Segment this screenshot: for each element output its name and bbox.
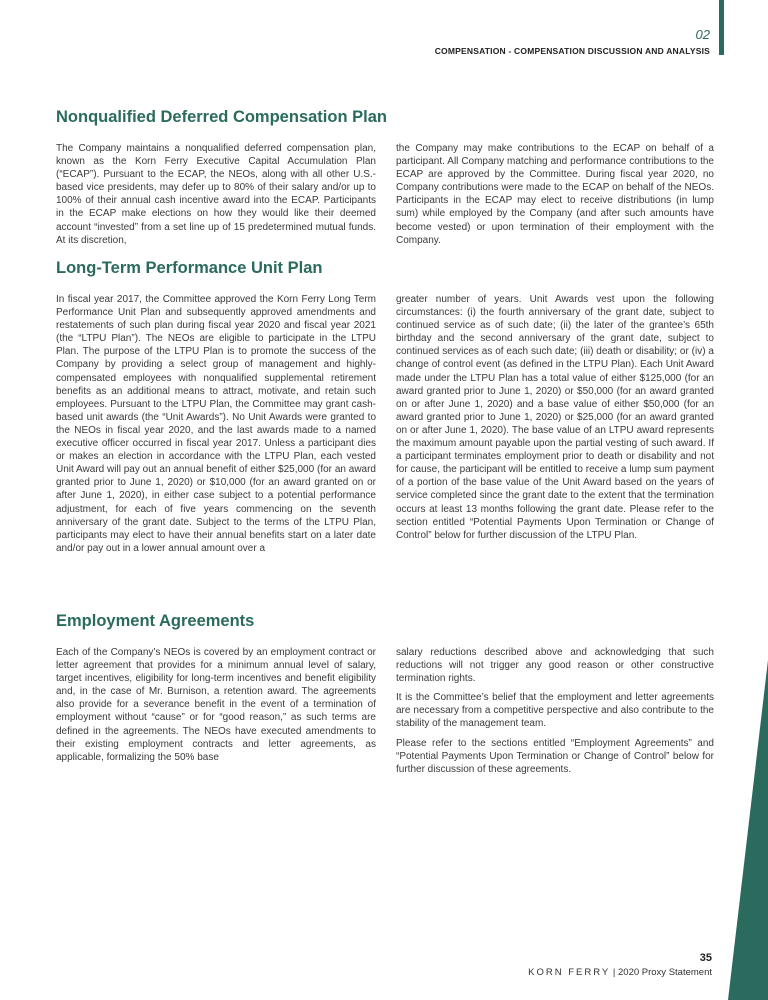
ltpu-right-column — [396, 293, 714, 548]
paragraph: The Company maintains a nonqualified deferred compensation plan, known as the Korn Ferry Executive Capital Accumulation Plan (“ECAP”). Pursuant to the ECAP, the NEOs, along with all other U.S.-based vice presidents, may defer up to 80% of their salary and/or up to 100% of their annual cash incentive award into the ECAP. Participants in the ECAP make elections on how they would like their deemed account “invested” from a set line up of 15 predetermined mutual funds. At its discretion, — [56, 143, 376, 246]
page-header — [435, 28, 710, 56]
paragraph: the Company may make contributions to the ECAP on behalf of a participant. All Company matching and performance contributions to the ECAP are approved by the Committee. During fiscal year 2020, no Company contributions were made to the ECAP on behalf of the NEOs. Participants in the ECAP may elect to receive distributions (in lump sum) while employed by the Company (and after such amounts have become vested) or upon termination of their employment with the Company. — [396, 143, 714, 246]
page-number: 35 — [699, 952, 712, 964]
ltpu-left-column — [56, 293, 376, 561]
page-footer — [528, 952, 712, 978]
heading-deferred-compensation: Nonqualified Deferred Compensation Plan — [56, 108, 387, 126]
employment-left-column — [56, 646, 376, 770]
section-number: 02 — [695, 27, 710, 42]
wedge-shape — [728, 660, 768, 1000]
decorative-wedge — [728, 660, 768, 1000]
accent-bar — [719, 0, 724, 55]
deferred-comp-right-column — [396, 142, 714, 253]
paragraph: salary reductions described above and acknowledging that such reductions will not trigger any good reason or other constructive termination rights. — [396, 647, 714, 685]
heading-ltpu-plan: Long-Term Performance Unit Plan — [56, 259, 323, 277]
paragraph: Each of the Company’s NEOs is covered by an employment contract or letter agreement that provides for a minimum annual level of salary, target incentives, eligibility for long-term incentives and benefit eligibility and, in the case of Mr. Burnison, a retention award. The agreements also provide for a severance benefit in the event of a termination of employment without “cause” or for “good reason,” as such terms are defined in the agreements. The NEOs have executed amendments to their existing employment contracts and letter agreements, as applicable, formalizing the 50% base — [56, 647, 376, 763]
paragraph: It is the Committee’s belief that the employment and letter agreements are necessary from a competitive perspective and also contribute to the stability of the management team. — [396, 692, 714, 730]
footer-line — [528, 967, 712, 978]
heading-employment-agreements: Employment Agreements — [56, 612, 255, 630]
paragraph: greater number of years. Unit Awards vest upon the following circumstances: (i) the fourth anniversary of the grant date, subject to continued service as of such date; (ii) the later of the grantee’s 65th birthday and the second anniversary of the grant date, subject to continued services as of each such date; (iii) death or disability; or (iv) a change of control event (as defined in the LTPU Plan). Each Unit Award made under the LTPU Plan has a total value of either $125,000 (for an award granted prior to June 1, 2020) or $50,000 (for an award granted on or after June 1, 2020) and a base value of either $50,000 (for an award granted prior to June 1, 2020) or $25,000 (for an award granted on or after June 1, 2020). The base value of an LTPU award represents the maximum amount payable upon the partial vesting of such award. If a participant terminates employment prior to death or disability and not for cause, the participant will be entitled to receive a lump sum payment of a portion of the base value of the Unit Award based on the years of service completed since the grant date to the extent that the termination occurs at least 13 months following the grant date. Please refer to the section entitled “Potential Payments Upon Termination or Change of Control” below for further discussion of the LTPU Plan. — [396, 294, 714, 541]
deferred-comp-left-column — [56, 142, 376, 253]
brand-logo: KORN FERRY — [528, 967, 611, 978]
document-title: | 2020 Proxy Statement — [612, 967, 712, 978]
paragraph: In fiscal year 2017, the Committee approved the Korn Ferry Long Term Performance Unit Plan and subsequently approved amendments and restatements of such plan during fiscal year 2020 and fiscal year 2021 (the “LTPU Plan”). The NEOs are eligible to participate in the LTPU Plan. The purpose of the LTPU Plan is to promote the success of the Company by providing a select group of management and highly-compensated employees with nonqualified supplemental retirement benefits as an additional means to attract, motivate, and retain such employees. Pursuant to the LTPU Plan, the Committee may grant cash-based unit awards (the “Unit Awards”). No Unit Awards were granted to the NEOs in fiscal year 2020, and the last awards made to a named executive officer occurred in fiscal year 2017. Unless a participant dies or makes an election in accordance with the LTPU Plan, each vested Unit Award will pay out an annual benefit of either $25,000 (for an award granted prior to June 1, 2020) or $10,000 (for an award granted on or after June 1, 2020), in either case subject to a potential performance adjustment, for each of five years commencing on the seventh anniversary of the grant date. Subject to the terms of the LTPU Plan, participants may elect to have their annual benefits start on a later date and/or pay out in a lower annual amount over a — [56, 294, 376, 554]
section-title: COMPENSATION - COMPENSATION DISCUSSION AND ANALYSIS — [434, 46, 710, 56]
employment-right-column — [396, 646, 714, 782]
paragraph: Please refer to the sections entitled “Employment Agreements” and “Potential Payments Upon Termination or Change of Control” below for further discussion of these agreements. — [396, 737, 714, 775]
